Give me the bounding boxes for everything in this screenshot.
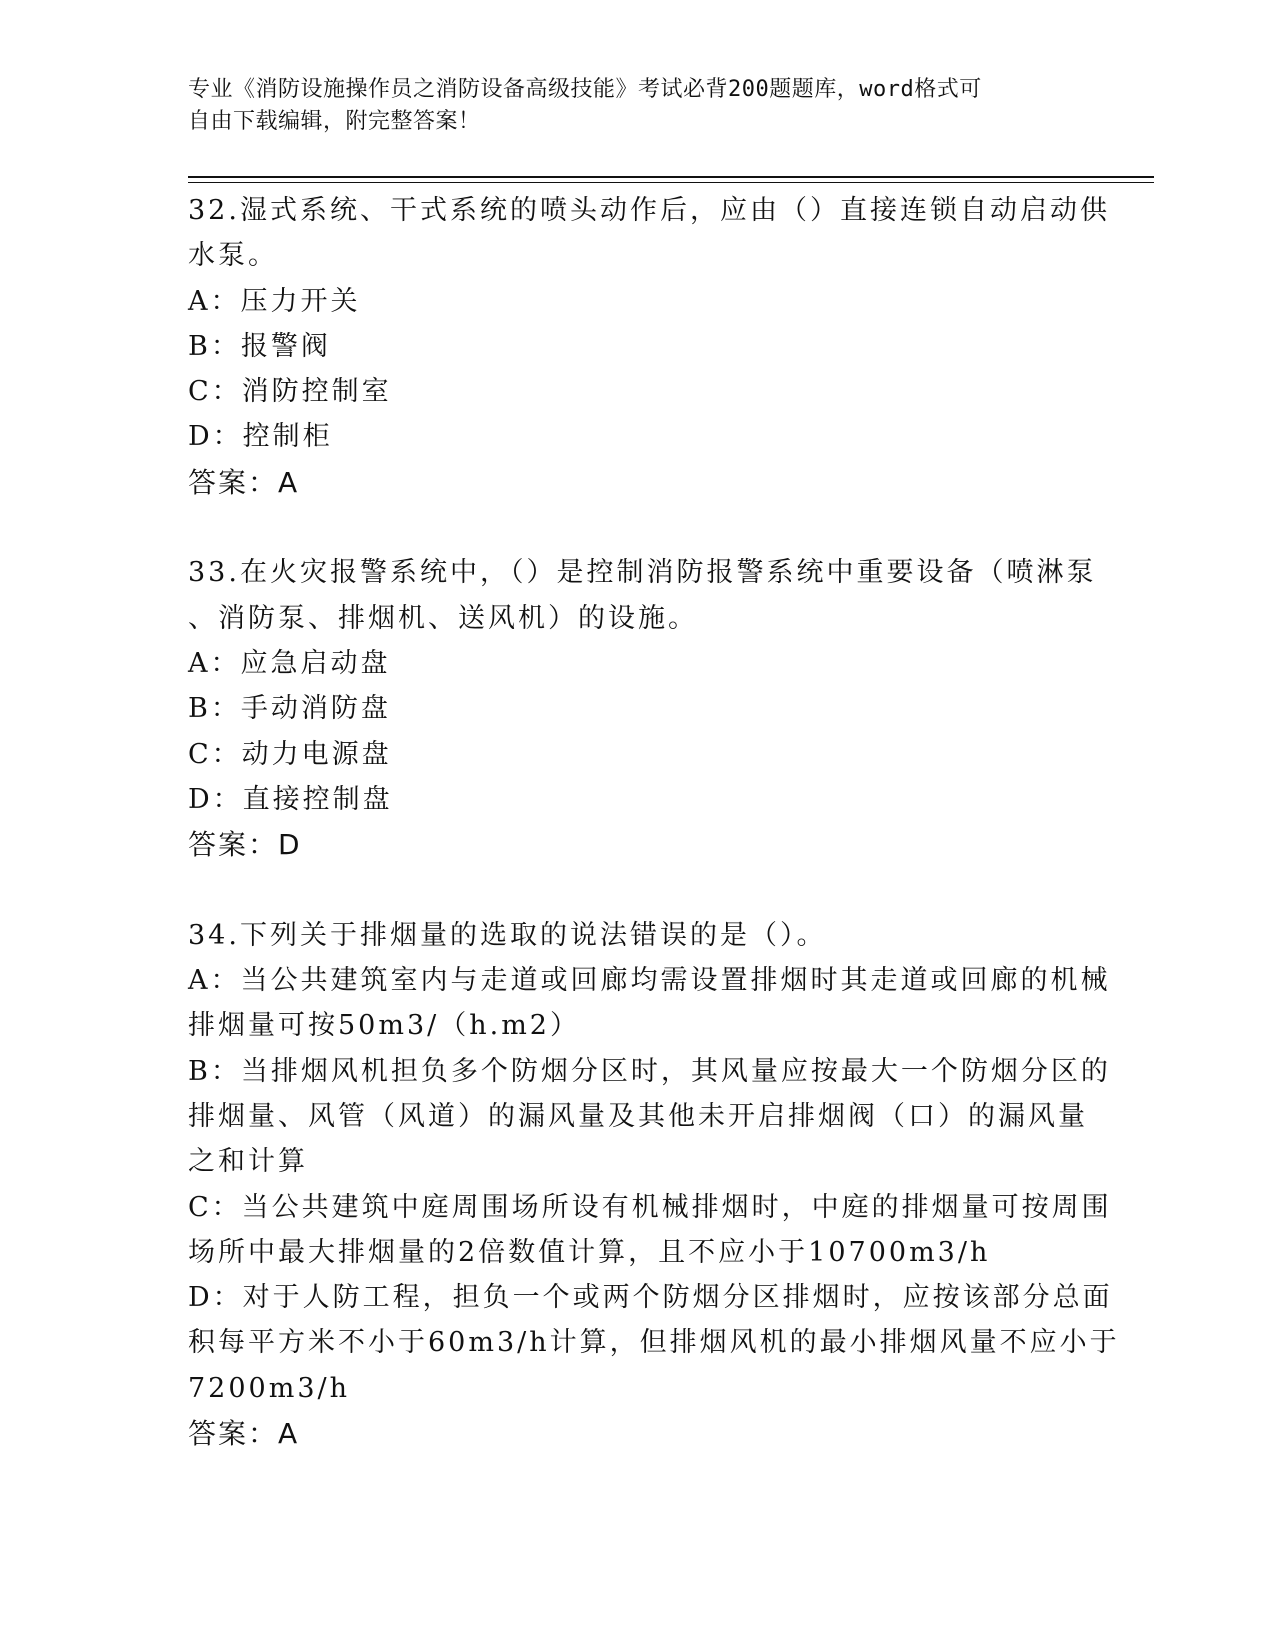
answer: 答案：A — [188, 1417, 300, 1451]
option-a: A：压力开关 — [188, 285, 361, 317]
option-a: 排烟量可按50m3/（h.m2） — [188, 1010, 580, 1042]
question-list — [188, 188, 1120, 1456]
header-divider-thin — [188, 182, 1154, 183]
option-b: 排烟量、风管（风道）的漏风量及其他未开启排烟阀（口）的漏风量 — [188, 1100, 1088, 1132]
option-b: B：手动消防盘 — [188, 693, 391, 725]
header-divider — [188, 176, 1154, 178]
header-line: 专业《消防设施操作员之消防设备高级技能》考试必背200题题库，word格式可 — [188, 77, 982, 102]
option-b: 之和计算 — [188, 1146, 308, 1178]
question-stem: 水泵。 — [188, 240, 278, 272]
question-stem: 、消防泵、排烟机、送风机）的设施。 — [188, 602, 698, 634]
option-d: 积每平方米不小于60m3/h计算，但排烟风机的最小排烟风量不应小于 — [188, 1327, 1120, 1359]
answer: 答案：D — [188, 828, 302, 862]
question-stem: 33.在火灾报警系统中，（）是控制消防报警系统中重要设备（喷淋泵 — [188, 557, 1097, 589]
option-c: C：消防控制室 — [188, 376, 392, 408]
option-d: D：直接控制盘 — [188, 783, 393, 815]
question-stem: 34.下列关于排烟量的选取的说法错误的是（）。 — [188, 919, 827, 951]
question-stem: 32.湿式系统、干式系统的喷头动作后，应由（）直接连锁自动启动供 — [188, 195, 1110, 226]
option-d: 7200m3/h — [188, 1372, 350, 1404]
option-c: C：当公共建筑中庭周围场所设有机械排烟时，中庭的排烟量可按周围 — [188, 1191, 1112, 1223]
option-d: D：控制柜 — [188, 421, 333, 453]
answer: 答案：A — [188, 465, 300, 499]
option-b: B：当排烟风机担负多个防烟分区时，其风量应按最大一个防烟分区的 — [188, 1055, 1111, 1087]
option-d: D：对于人防工程，担负一个或两个防烟分区排烟时，应按该部分总面 — [188, 1282, 1113, 1314]
option-a: A：当公共建筑室内与走道或回廊均需设置排烟时其走道或回廊的机械 — [188, 965, 1111, 997]
header-line: 自由下载编辑，附完整答案！ — [188, 109, 481, 134]
question-block — [188, 550, 1097, 867]
question-block — [188, 188, 1110, 505]
option-c: 场所中最大排烟量的2倍数值计算，且不应小于10700m3/h — [188, 1236, 991, 1268]
option-b: B：报警阀 — [188, 330, 331, 362]
question-block — [188, 913, 1120, 1457]
option-c: C：动力电源盘 — [188, 738, 392, 770]
option-a: A：应急启动盘 — [188, 647, 391, 679]
document-header — [188, 74, 1068, 138]
